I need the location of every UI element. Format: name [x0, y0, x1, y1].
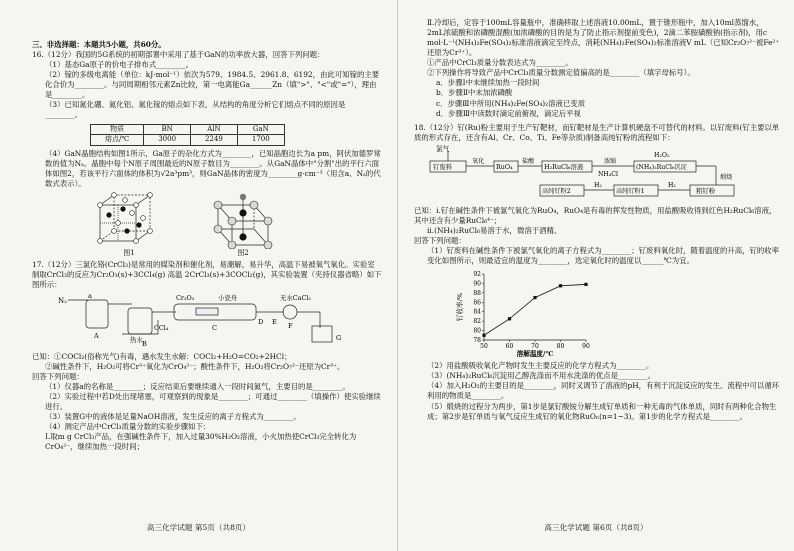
section-title: 三、非选择题：本题共5小题，共60分。 [32, 40, 166, 49]
letter-E: E [272, 318, 277, 327]
q18-known-1: 已知：ⅰ.钌在碱性条件下被氯气氧化为RuO₄，RuO₄是有毒的挥发性物质，用盐酸吸收得到红色H₂RuCl₆溶液，其中还含有少量RuCl₆⁴⁻； [414, 205, 777, 225]
y-tick-label: 90 [473, 280, 481, 288]
flow-label-calcine: 煅烧 [720, 173, 733, 181]
q17-sub2: ②下列操作将导致产品中CrCl₃质量分数测定值偏高的是________（填字母标号）。 [427, 68, 695, 78]
table-cell: 熔点/℃ [91, 135, 144, 146]
x-tick-label: 90 [582, 343, 590, 351]
y-tick-label: 86 [473, 299, 481, 307]
melting-point-table [90, 124, 285, 146]
gan-parallelepiped-diagram [204, 191, 282, 249]
table-row [91, 135, 285, 146]
yield-chart-wrap [454, 268, 780, 361]
apparatus-diagram [58, 290, 358, 348]
cr2o3-label: Cr₂O₃ [176, 294, 195, 303]
y-tick-label: 92 [473, 271, 481, 279]
flow-label-oxidize: 氧化 [472, 157, 485, 165]
letter-G: G [336, 334, 342, 343]
y-tick-label: 88 [473, 290, 481, 298]
n2-label: N₂ [58, 297, 67, 306]
letter-C: C [212, 324, 218, 333]
q18-known-2: ⅱ.(NH₄)₂RuCl₆易溶于水，微溶于酒精。 [427, 225, 562, 235]
q17-known-2: ②碱性条件下，H₂O₂可将Cr³⁺氧化为CrO₄²⁻；酸性条件下，H₂O₂将Cr₂O₇²⁻还原为Cr³⁺。 [45, 361, 345, 371]
flow-label-h2-a: H₂ [668, 181, 676, 189]
letter-F: F [288, 322, 293, 331]
table-header: AlN [191, 124, 238, 135]
q16-part1: （1）基态Ga原子的价电子排布式________。 [45, 60, 194, 70]
porcelain-label: 小瓷舟 [218, 294, 238, 303]
q17-answer-prompt: 回答下列问题： [32, 371, 84, 381]
ccl4-label: CCl₄ [154, 324, 169, 333]
q18-answer-prompt: 回答下列问题： [414, 236, 466, 245]
q16-intro: 16.（12分）我国的5G系统的初期部署中采用了基于GaN的功率放大器，回答下列问题： [32, 50, 325, 60]
x-tick-label: 80 [556, 343, 565, 351]
right-page [397, 0, 794, 551]
yield-data-point [533, 296, 536, 299]
yield-chart [454, 268, 594, 358]
letter-a: a [88, 292, 92, 301]
q17-part4: （4）测定产品中CrCl₃质量分数的实验步骤如下： [45, 421, 211, 431]
q18-part1: （1）钌废料在碱性条件下被氯气氧化的离子方程式为________；钌废料氧化时，随着温度的升高，钌的收率变化如图所示，则最适宜的温度为________，选定氧化时的温度以______℃为宜。 [427, 246, 780, 266]
left-column [32, 40, 382, 452]
x-tick-label: 60 [505, 343, 514, 351]
figure-2-caption: 图2 [237, 248, 249, 257]
q16-part3: （3）已知氮化硼、氮化铝、氮化镓的熔点如下表，从结构的角度分析它们熔点不同的原因是________。 [45, 100, 346, 120]
flow-top-label: 氯气 [436, 144, 450, 153]
q17-part1: （1）仪器a的名称是________；反应结束后要继续通入一段时间氮气，主要目的是________。 [45, 381, 350, 391]
flow-box-4: (NH₄)₂RuCl₆沉淀 [636, 163, 687, 171]
q17-known-1: 已知：①COCl₂(俗称光气)有毒，遇水发生水解：COCl₂+H₂O=CO₂+2HCl； [32, 351, 292, 361]
q18-part4: （4）加入H₂O₂的主要目的是________，同时又调节了溶液的pH，有利于沉淀反应的发生。流程中可以循环利用的物质是________。 [427, 381, 780, 401]
q17-part3: （3）装置G中的液体是足量NaOH溶液，发生反应的离子方程式为________。 [45, 411, 301, 421]
flow-label-hcl: 盐酸 [522, 157, 535, 165]
letter-D: D [258, 318, 264, 327]
flow-box-1: 钌废料 [433, 162, 453, 171]
flow-box-3: H₂RuCl₆溶液 [544, 162, 584, 171]
flow-label-nh4cl: NH₄Cl [598, 170, 619, 178]
y-tick-label: 82 [473, 318, 481, 326]
y-tick-label: 78 [473, 337, 481, 345]
flow-box-7: 高纯钌粉2 [542, 187, 571, 195]
figure-2 [204, 191, 282, 259]
table-header: BN [144, 124, 191, 135]
flow-box-2: RuO₄ [496, 162, 513, 171]
q17-sub1: ①产品中CrCl₃质量分数表达式为________。 [427, 58, 573, 68]
right-column [414, 18, 780, 422]
q18-part5: （5）煅烧的过程分为两步，第1步是氯钌酸铵分解生成钌单质和一种无毒的气体单质，同时有两种化合物生成；第2步是钌单质与氧气反应生成钌的氧化物RuOₙ(n=1~3)。第1步的化学方程式是________。 [427, 401, 777, 421]
letter-A: A [94, 332, 99, 341]
y-axis-title: 钌收率/% [456, 293, 464, 322]
cacl2-label: 无水CaCl₂ [280, 294, 311, 303]
hotwater-label: 热水 [130, 336, 143, 345]
q16-part2: （2）镓的多级电离能（单位：kJ·mol⁻¹）依次为579、1984.5、2961.8、6192，由此可知镓的主要化合价为________。与同周期相邻元素Zn比较，第一电离能Ga______Zn（填">"、"<"或"="），理由是________。 [45, 70, 380, 100]
yield-data-point [508, 317, 511, 320]
option-d: d．步骤Ⅲ中读数时滴定前俯视，滴定后平视 [436, 108, 581, 118]
table-header: GaN [237, 124, 284, 135]
flow-box-6: 高纯钌粉1 [616, 187, 645, 195]
table-header: 物质 [91, 124, 144, 135]
option-a: a．步骤Ⅰ中未继续加热一段时间 [436, 78, 540, 88]
y-tick-label: 84 [473, 308, 481, 316]
x-tick-label: 50 [480, 343, 488, 351]
q17-step1: Ⅰ.取m g CrCl₃产品，在强碱性条件下，加入过量30%H₂O₂溶液，小火加热使CrCl₃完全转化为CrO₄²⁻，继续加热一段时间； [45, 432, 357, 452]
flow-label-h2-b: H₂ [594, 181, 602, 189]
yield-data-point [559, 284, 562, 287]
q18-part2: （2）用盐酸吸收氧化产物时发生主要反应的化学方程式为________。 [427, 361, 654, 371]
option-b: b．步骤Ⅱ中未加浓磷酸 [436, 88, 513, 98]
q17-intro: 17.（12分）三氯化铬(CrCl₃)是常用的媒染剂和催化剂，易潮解，易升华，高温下易被氧气氧化。实验室制取CrCl₃的反应为Cr₂O₃(s)+3CCl₄(g) 高温 2CrCl₃(s)+3COCl₂(g)，其实验装置（夹持仪器省略）如下图所示： [32, 260, 382, 290]
table-cell: 3000 [144, 135, 191, 146]
yield-series-line [484, 285, 586, 336]
q17-step2: Ⅱ.冷却后，定容于100mL容量瓶中，准确移取上述溶液10.00mL，置于锥形瓶中，加入10ml蒸馏水，2mL浓硫酸和浓磷酸混酸(加浓磷酸的目的是为了防止指示剂提前变色)，2滴二苯胺磺酸钠(指示剂)，用c mol·L⁻¹(NH₄)₂Fe(SO₄)₂标准溶液滴定至终点，消耗(NH₄)₂Fe(SO₄)₂标准溶液V mL（已知Cr₂O₇²⁻被Fe²⁺还原为Cr³⁺）。 [427, 18, 780, 58]
yield-data-point [482, 334, 485, 337]
table-header-row [91, 124, 285, 135]
left-footer: 高三化学试题 第5页（共8页） [146, 523, 251, 532]
x-tick-label: 70 [531, 343, 539, 351]
table-cell: 2249 [191, 135, 238, 146]
q16-part4: （4）GaN晶胞结构如图1所示，Ga原子的杂化方式为________，已知晶胞边长为a pm，阿伏加德罗常数的值为Nₐ。晶胞中每个N原子周围最近的N原子数目为________。从GaN晶体中"分割"出的平行六面体如图2，若该平行六面体的体积为√2a³pm³，则GaN晶体的密度为________g·cm⁻³（用含a、Nₐ的代数式表示）。 [45, 148, 381, 188]
table-cell: 1700 [237, 135, 284, 146]
figure-1 [92, 191, 166, 259]
flow-box-5: 粗钌粉 [696, 186, 716, 195]
right-footer: 高三化学试题 第6页（共8页） [544, 523, 648, 532]
q17-part2: （2）实验过程中若D处出现堵塞，可观察到的现象是________；可通过________（填操作）使实验继续进行。 [45, 391, 381, 411]
figure-1-caption: 图1 [123, 248, 135, 257]
flow-label-concentrate: 浓缩 [604, 157, 617, 165]
gan-unit-cell-diagram [92, 191, 166, 249]
process-flow-diagram [428, 145, 748, 201]
q18-part3: （3）(NH₄)₂RuCl₆沉淀用乙醇洗涤而不用水洗涤的优点是________。 [427, 371, 655, 381]
letter-B: B [142, 340, 147, 349]
y-tick-label: 80 [473, 327, 481, 335]
flow-label-h2o2: H₂O₂ [654, 151, 670, 159]
option-c: c．步骤Ⅲ中所用(NH₄)₂Fe(SO₄)₂溶液已变质 [436, 98, 586, 108]
crystal-figures [32, 191, 382, 259]
q18-intro: 18.（12分）钌(Ru)粉主要用于生产钌靶材，而钌靶材是生产计算机硬盘不可替代的材料。以钌废料(钌主要以单质的形式存在，还含有Al、Cr、Co、Ti、Fe等杂质)制备高纯钌粉的流程如下： [414, 122, 780, 142]
yield-data-point [584, 283, 587, 286]
x-axis-title: 溶解温度/℃ [516, 350, 554, 359]
